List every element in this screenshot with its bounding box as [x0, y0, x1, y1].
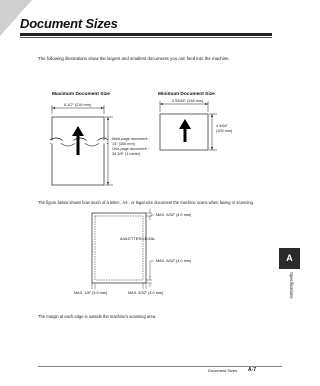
bottom-margin-label: MAX. 5/32" (4.0 mm): [156, 259, 192, 263]
top-margin-label: MAX. 5/32" (4.0 mm): [156, 213, 192, 217]
max-size-heading: Maximum Document Size: [52, 92, 110, 97]
page-title: Document Sizes: [20, 16, 118, 31]
page-number: A-7: [248, 367, 257, 373]
appendix-tab-label: Specifications: [289, 272, 294, 299]
max-length-line-1: Multi-page document :: [112, 137, 150, 141]
footer-title: Document Sizes: [208, 368, 238, 373]
left-margin-label: MAX. 1/8" (3.0 mm): [74, 291, 108, 295]
min-document-figure: [160, 101, 217, 150]
scan-area-figure: [92, 209, 154, 289]
max-length-line-4: 39 3/8" (1 meter): [112, 152, 141, 156]
appendix-tab-label-wrap: [279, 270, 300, 310]
max-length-line-2: 14" (356 mm): [112, 142, 135, 146]
scan-area-paragraph: The figure below shows how much of a letter-, A4-, or legal-size document the machine scans when faxing or scanning.: [38, 200, 254, 205]
min-width-label: 5 53/64" (148 mm): [172, 99, 204, 103]
max-document-figure: [49, 105, 113, 185]
margin-note: The margin at each edge is outside the machine's scanning area.: [38, 314, 157, 319]
min-length-line-1: 4 9/64": [216, 124, 228, 128]
intro-text: The following illustrations show the largest and smallest documents you can feed into the machine.: [38, 56, 230, 61]
footer-rule: [38, 366, 282, 367]
sheet-size-label: A4/LETTER/LEGAL: [120, 236, 156, 241]
right-margin-label: MAX. 5/32" (4.0 mm): [128, 291, 164, 295]
max-length-line-3: One-page document :: [112, 147, 149, 151]
max-width-label: 8 1/2" (216 mm): [64, 103, 92, 107]
min-length-line-2: (105 mm): [216, 129, 233, 133]
min-size-heading: Minimum Document Size: [158, 92, 215, 97]
appendix-tab[interactable]: A: [279, 248, 300, 269]
